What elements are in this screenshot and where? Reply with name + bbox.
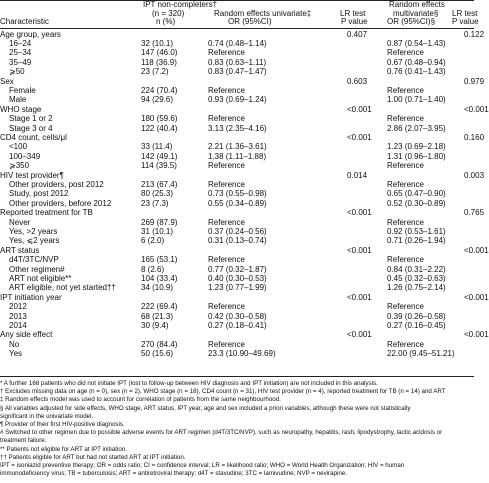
univariate-or-cell: Reference (208, 161, 245, 171)
multivariate-or-cell: 0.65 (0.47–0.90) (387, 189, 446, 199)
multivariate-p-cell: 0.765 (464, 208, 485, 218)
row-label: ⩾50 (9, 67, 25, 77)
univariate-or-cell: Reference (208, 302, 245, 312)
table-row (0, 227, 474, 236)
footnote-line: ¶ Provider of their first HIV-positive diagnosis. (0, 421, 125, 429)
table-row (0, 199, 474, 208)
count-cell: 34 (10.9) (141, 283, 174, 293)
count-cell: 142 (49.1) (141, 151, 178, 161)
footnote-line: immunodeficiency virus; TB = tuberculosis; ART = antiretroviral therapy; d4T = stavudine; 3TC = lamivudine; NVP = nevirapine. (0, 470, 347, 478)
count-cell: 30 (9.4) (141, 320, 169, 330)
univariate-p-cell: <0.001 (347, 132, 372, 142)
row-label: 100–349 (9, 151, 41, 161)
multivariate-p-cell: <0.001 (464, 330, 489, 340)
header-mor-line3: OR (95%CI)§ (387, 17, 436, 27)
row-label: HIV test provider¶ (0, 170, 64, 180)
count-cell: 104 (33.4) (141, 273, 178, 283)
table-row (0, 86, 474, 95)
row-label: 2012 (9, 302, 27, 312)
row-label: ART status (0, 245, 40, 255)
table-row (0, 161, 474, 170)
row-label: <100 (9, 142, 28, 152)
table-group-row (0, 330, 489, 340)
multivariate-or-cell: 1.00 (0.71–1.40) (387, 95, 446, 105)
row-label: 2014 (9, 320, 27, 330)
multivariate-or-cell: Reference (387, 179, 424, 189)
multivariate-or-cell: Reference (387, 48, 424, 58)
row-label: Stage 1 or 2 (9, 114, 53, 124)
table-row (0, 189, 474, 198)
count-cell: 213 (67.4) (141, 179, 178, 189)
footnote-line: significant in the univariate model. (0, 412, 94, 420)
count-cell: 165 (53.1) (141, 255, 178, 265)
univariate-p-cell: 0.603 (347, 76, 368, 86)
count-cell: 94 (29.6) (141, 95, 174, 105)
multivariate-p-cell: 0.160 (464, 132, 485, 142)
header-or-line1: Random effects univariate‡ (214, 8, 312, 18)
footnote-line: † Excludes missing data on age (n = 0), sex (n = 2), WHO stage (n = 18), CD4 count (n = 31), HIV test provider (n = 4), reported treatment for TB (n = 14) and ART (0, 388, 446, 396)
table-row (0, 312, 474, 321)
table-row (0, 274, 474, 283)
univariate-p-cell: 0.407 (347, 29, 368, 39)
multivariate-or-cell: 2.86 (2.07–3.95) (387, 123, 446, 133)
row-label: Sex (0, 76, 14, 86)
row-label: ART eligible, not yet started†† (9, 283, 116, 293)
footnote-line: # Switched to other regimen due to possible adverse events for ART regimen (d4T/3TC/NVP), such as neuropathy, hepatitis, rash, lipodystrophy, lactic acidosis or (0, 429, 443, 437)
footnote-line: * A further 168 patients who did not initiate IPT (lost to follow-up between HIV diagnosis and IPT initiation) are not included in this analysis. (0, 380, 378, 387)
row-label: WHO stage (0, 104, 42, 114)
univariate-p-cell: <0.001 (347, 292, 372, 302)
table-group-row (0, 29, 485, 39)
row-label: 2013 (9, 311, 27, 321)
row-label: 16–24 (9, 38, 32, 48)
univariate-or-cell: 0.77 (0.32–1.87) (208, 264, 267, 274)
row-label: Female (9, 85, 36, 95)
univariate-or-cell: 0.74 (0.48–1.14) (208, 38, 267, 48)
multivariate-or-cell: 0.71 (0.26–1.94) (387, 236, 446, 246)
bottom-rule (0, 376, 474, 377)
count-cell: 23 (7.3) (141, 198, 169, 208)
univariate-or-cell: Reference (208, 48, 245, 58)
multivariate-or-cell: Reference (387, 217, 424, 227)
multivariate-or-cell: 1.26 (0.75–2.14) (387, 283, 446, 293)
multivariate-or-cell: 0.76 (0.41–1.43) (387, 67, 446, 77)
row-label: Age group, years (0, 29, 61, 39)
multivariate-or-cell: 0.52 (0.30–0.89) (387, 198, 446, 208)
footnote-line: IPT = isoniazid preventive therapy; OR = odds ratio; CI = confidence interval; LR = likelihood ratio; WHO = World Health Organization; HIV = human (0, 462, 405, 470)
count-cell: 114 (39.5) (141, 161, 177, 171)
table-row (0, 265, 474, 274)
row-label: Yes, ⩽2 years (9, 236, 60, 246)
multivariate-or-cell: 1.31 (0.96–1.80) (387, 151, 446, 161)
footnotes (0, 380, 474, 478)
count-cell: 8 (2.6) (141, 264, 165, 274)
table-row (0, 180, 474, 189)
count-cell: 6 (2.0) (141, 236, 165, 246)
count-cell: 32 (10.1) (141, 38, 174, 48)
count-cell: 270 (84.4) (141, 339, 178, 349)
count-cell: 122 (40.4) (141, 123, 178, 133)
univariate-p-cell: <0.001 (347, 104, 372, 114)
multivariate-or-cell: 0.39 (0.26–0.58) (387, 311, 446, 321)
header-mp-line1: LR test (452, 8, 478, 18)
row-label: 35–49 (9, 57, 32, 67)
row-label: Other regimen# (9, 264, 65, 274)
univariate-p-cell: <0.001 (347, 245, 372, 255)
univariate-or-cell: 0.42 (0.30–0.58) (208, 311, 267, 321)
table-group-row (0, 132, 485, 142)
multivariate-p-cell: 0.979 (464, 76, 485, 86)
header-n-line3: n (%) (156, 17, 176, 27)
multivariate-p-cell: 0.003 (464, 170, 485, 180)
table-group-row (0, 104, 489, 114)
table-row (0, 124, 474, 133)
univariate-or-cell: Reference (208, 217, 245, 227)
row-label: Reported treatment for TB (0, 208, 93, 218)
table-row (0, 142, 474, 151)
row-label: IPT initiation year (0, 292, 62, 302)
table-group-row (0, 76, 485, 86)
univariate-or-cell: 2.21 (1.36–3.61) (208, 142, 267, 152)
multivariate-p-cell: <0.001 (464, 292, 489, 302)
multivariate-or-cell: 0.67 (0.48–0.94) (387, 57, 446, 67)
multivariate-or-cell: 0.87 (0.54–1.43) (387, 38, 446, 48)
multivariate-or-cell: Reference (387, 85, 424, 95)
univariate-or-cell: 0.73 (0.55–0.98) (208, 189, 267, 199)
univariate-or-cell: Reference (208, 179, 245, 189)
row-label: Yes (9, 349, 23, 359)
multivariate-or-cell: 0.92 (0.53–1.61) (387, 226, 446, 236)
count-cell: 68 (21.3) (141, 311, 174, 321)
row-label: 25–34 (9, 48, 32, 58)
table-row (0, 321, 474, 330)
count-cell: 269 (87.9) (141, 217, 178, 227)
header-n-line2: (n = 320) (152, 8, 185, 18)
table-row (0, 95, 474, 104)
univariate-or-cell: 0.93 (0.69–1.24) (208, 95, 267, 105)
header-mor-line1: Random effects (389, 0, 445, 9)
header-mp-line2: P value (452, 17, 479, 27)
univariate-or-cell: Reference (208, 255, 245, 265)
multivariate-or-cell: 0.27 (0.16–0.45) (387, 320, 446, 330)
count-cell: 222 (69.4) (141, 302, 178, 312)
row-label: Study, post 2012 (9, 189, 69, 199)
header-characteristic: Characteristic (0, 17, 49, 27)
multivariate-p-cell: <0.001 (464, 245, 489, 255)
row-label: Never (9, 217, 31, 227)
multivariate-or-cell: 22.00 (9.45–51.21) (387, 349, 455, 359)
count-cell: 50 (15.6) (141, 349, 174, 359)
table-row (0, 114, 474, 123)
row-label: CD4 count, cells/μl (0, 132, 67, 142)
row-label: d4T/3TC/NVP (9, 255, 59, 265)
table-group-row (0, 292, 489, 302)
multivariate-or-cell: Reference (387, 339, 424, 349)
header-p-line2: P value (341, 17, 368, 27)
table-row (0, 67, 474, 76)
multivariate-or-cell: 0.45 (0.32–0.63) (387, 273, 446, 283)
univariate-or-cell: 0.83 (0.63–1.11) (208, 57, 267, 67)
multivariate-or-cell: Reference (387, 255, 424, 265)
header-n-line1: IPT non-completers† (143, 0, 218, 9)
multivariate-or-cell: 0.84 (0.31–2.22) (387, 264, 446, 274)
univariate-or-cell: 0.37 (0.24–0.56) (208, 226, 267, 236)
univariate-p-cell: <0.001 (347, 330, 372, 340)
header-p-line1: LR test (340, 8, 366, 18)
univariate-or-cell: 0.55 (0.34–0.89) (208, 198, 267, 208)
univariate-or-cell: Reference (208, 114, 245, 124)
univariate-or-cell: Reference (208, 85, 245, 95)
table-row (0, 152, 474, 161)
multivariate-p-cell: <0.001 (464, 104, 489, 114)
univariate-or-cell: 3.13 (2.35–4.16) (208, 123, 267, 133)
row-label: Yes, >2 years (9, 226, 58, 236)
univariate-or-cell: 23.3 (10.90–49.69) (208, 349, 276, 359)
footnote-line: †† Patients eligible for ART but had not started ART at IPT initiation. (0, 453, 186, 461)
table-row (0, 302, 474, 311)
table-group-row (0, 208, 485, 218)
table-row (0, 48, 474, 57)
count-cell: 224 (70.4) (141, 85, 178, 95)
univariate-or-cell: Reference (208, 339, 245, 349)
univariate-or-cell: 1.38 (1.11–1.88) (208, 151, 267, 161)
row-label: Male (9, 95, 27, 105)
row-label: Any side effect (0, 330, 53, 340)
table-row (0, 39, 474, 48)
table-row (0, 340, 474, 349)
row-label: ART not eligible** (9, 273, 72, 283)
multivariate-p-cell: 0.122 (464, 29, 485, 39)
row-label: Stage 3 or 4 (9, 123, 53, 133)
multivariate-or-cell: Reference (387, 161, 424, 171)
count-cell: 23 (7.2) (141, 67, 169, 77)
table-group-row (0, 170, 485, 180)
count-cell: 180 (59.6) (141, 114, 178, 124)
footnote-line: § All variables adjusted for side effects, WHO stage, ART status, IPT year, age and sex included a priori variables, although these were not statistically (0, 404, 411, 412)
count-cell: 147 (46.0) (141, 48, 178, 58)
count-cell: 33 (11.4) (141, 142, 173, 152)
univariate-or-cell: 0.83 (0.47–1.47) (208, 67, 267, 77)
univariate-or-cell: 0.40 (0.30–0.53) (208, 273, 267, 283)
multivariate-or-cell: Reference (387, 114, 424, 124)
univariate-or-cell: 0.27 (0.18–0.41) (208, 320, 267, 330)
univariate-p-cell: <0.001 (347, 208, 372, 218)
table-row (0, 255, 474, 264)
multivariate-or-cell: Reference (387, 302, 424, 312)
footnote-line: treatment failure. (0, 437, 47, 445)
row-label: No (9, 339, 20, 349)
table-group-row (0, 245, 489, 255)
header-or-line2: OR (95%CI) (228, 17, 272, 27)
univariate-or-cell: 0.31 (0.13–0.74) (208, 236, 267, 246)
table-row (0, 58, 474, 67)
header-mor-line2: multivariate§ (393, 8, 439, 18)
count-cell: 31 (10.1) (141, 226, 174, 236)
row-label: Other providers, post 2012 (9, 179, 104, 189)
univariate-or-cell: 1.23 (0.77–1.99) (208, 283, 267, 293)
univariate-p-cell: 0.014 (347, 170, 368, 180)
count-cell: 118 (36.9) (141, 57, 177, 67)
count-cell: 80 (25.3) (141, 189, 174, 199)
row-label: ⩾350 (9, 161, 30, 171)
table-row (0, 349, 474, 358)
table-row (0, 218, 474, 227)
footnote-line: ** Patients not eligible for ART at IPT initiation. (0, 445, 127, 453)
footnote-line: ‡ Random effects model was used to account for correlation of patients from the same neighbourhood. (0, 396, 281, 404)
multivariate-or-cell: 1.23 (0.69–2.18) (387, 142, 446, 152)
table-row (0, 283, 474, 292)
row-label: Other providers, before 2012 (9, 198, 112, 208)
table-row (0, 236, 474, 245)
